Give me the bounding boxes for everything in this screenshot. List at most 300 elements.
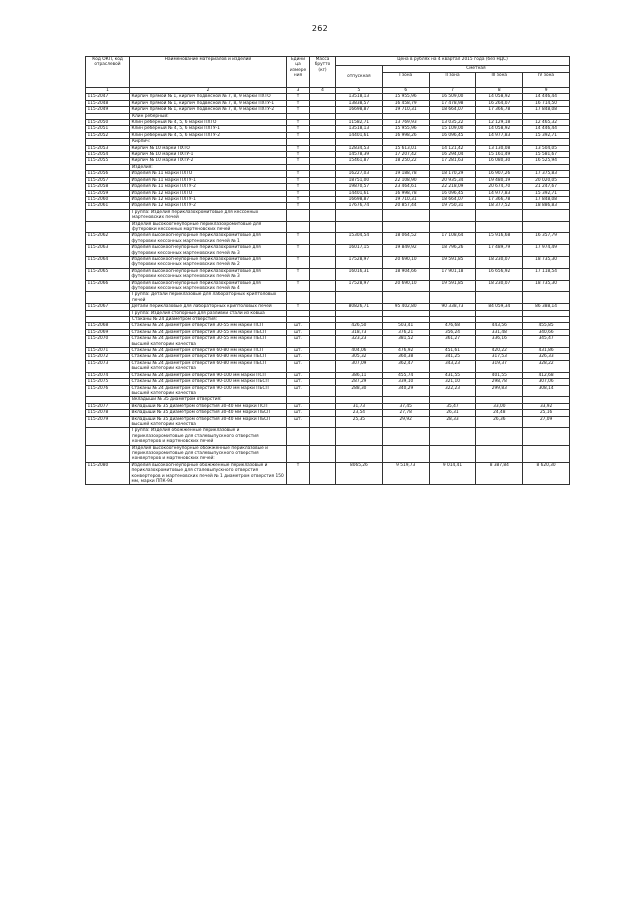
- code-cell-empty: [86, 209, 130, 221]
- item-unit: шт.: [287, 416, 310, 428]
- price-release: 16698,87: [336, 107, 383, 113]
- price-zone-2: 361,27: [429, 336, 476, 348]
- item-code: 115-2049: [86, 107, 130, 113]
- price-release: 16227,03: [336, 171, 383, 177]
- price-zone-3: 33,00: [476, 403, 523, 409]
- item-mass: [310, 280, 336, 292]
- item-unit: т: [287, 184, 310, 190]
- item-unit: шт.: [287, 336, 310, 348]
- price-zone-2: 18 664,07: [429, 107, 476, 113]
- item-name: Стаканы № 24 диаметром отверстия 90-100 мм марки ПСП: [130, 372, 287, 378]
- item-unit: т: [287, 120, 310, 126]
- price-zone-4: 18 735,30: [523, 280, 570, 292]
- price-zone-3: 331,48: [476, 329, 523, 335]
- header-zone-2: II зона: [429, 73, 476, 88]
- price-zone-1: 376,21: [382, 329, 429, 335]
- item-code: 115-2055: [86, 158, 130, 164]
- col-number: 9: [523, 88, 570, 94]
- price-zone-2: 13 035,22: [429, 120, 476, 126]
- price-zone-1: 9 519,73: [382, 462, 429, 485]
- item-code: 115-2061: [86, 203, 130, 209]
- price-release: 288,30: [336, 385, 383, 397]
- empty-cell: [429, 445, 476, 462]
- price-zone-4: 17 118,54: [523, 268, 570, 280]
- price-release: 18751,00: [336, 177, 383, 183]
- price-zone-3: 16 264,07: [476, 100, 523, 106]
- price-zone-1: 37,45: [382, 403, 429, 409]
- item-code: 115-2076: [86, 385, 130, 397]
- item-code: 115-2062: [86, 233, 130, 245]
- item-mass: [310, 360, 336, 372]
- price-zone-4: 431,86: [523, 348, 570, 354]
- price-zone-3: 18 230,07: [476, 280, 523, 292]
- price-zone-4: 20 020,05: [523, 177, 570, 183]
- price-zone-4: 8 620,30: [523, 462, 570, 485]
- item-name: Стаканы № 24 диаметром отверстия 90-100 мм марки ПБСП: [130, 379, 287, 385]
- price-zone-2: 431,55: [429, 372, 476, 378]
- price-zone-2: 26,31: [429, 410, 476, 416]
- item-name: Кирпич прямой № 1, кирпич подвесной № 7, 8, 9 марки ПХТУ-1: [130, 100, 287, 106]
- price-release: 16016,31: [336, 268, 383, 280]
- col-number: 7: [429, 88, 476, 94]
- empty-cell: [523, 221, 570, 233]
- price-zone-2: 18 664,07: [429, 196, 476, 202]
- item-name: Изделия высокоогнеупорные обожженные периклазовые и периклазохромитовые для сталевыпускного отверстия конвертеров и мартеновских печей № 1 диаметром отверстия 150 мм, марки ППК-94: [130, 462, 287, 485]
- item-name: Клин реберный № 4, 5, 6 марки ПХТУ-1: [130, 126, 287, 132]
- item-name: Изделия № 11 марки ПХТО: [130, 171, 287, 177]
- empty-cell: [382, 221, 429, 233]
- price-zone-1: 15 955,96: [382, 126, 429, 132]
- header-unit: Едини ца измере ния: [287, 57, 310, 88]
- price-table: [85, 56, 570, 485]
- price-release: 15304,54: [336, 233, 383, 245]
- item-unit: т: [287, 280, 310, 292]
- col-number: 1: [86, 88, 130, 94]
- item-name: Изделия № 12 марки ПХТУ-1: [130, 196, 287, 202]
- price-zone-4: 15 392,71: [523, 132, 570, 138]
- price-zone-1: 381,52: [382, 336, 429, 348]
- item-name: Стаканы № 24 диаметром отверстия 60-80 мм марки ПБСП высшей категории качества: [130, 360, 287, 372]
- group-name: Группа: Изделия периклазохромитовые для кессонных мартеновских печей: [130, 209, 287, 221]
- item-code: 115-2057: [86, 177, 130, 183]
- item-name: Изделия высокоогнеупорные периклазохромитовые для футеровки кессонных мартеновских печей № 1: [130, 233, 287, 245]
- item-code: 115-2053: [86, 145, 130, 151]
- price-zone-1: 16 458,79: [382, 100, 429, 106]
- item-unit: т: [287, 245, 310, 257]
- header-mass: Масса брутто (кг): [310, 57, 336, 88]
- price-release: 305,32: [336, 354, 383, 360]
- price-zone-1: 455,74: [382, 372, 429, 378]
- price-release: 426,50: [336, 323, 383, 329]
- item-name: Кирпич № 10 марки ПХТУ-2: [130, 158, 287, 164]
- price-zone-4: 21 247,67: [523, 184, 570, 190]
- price-zone-2: 17 281,63: [429, 158, 476, 164]
- item-mass: [310, 416, 336, 428]
- price-zone-3: 8 387,84: [476, 462, 523, 485]
- item-unit: т: [287, 132, 310, 138]
- price-zone-4: 86 388,14: [523, 304, 570, 310]
- item-unit: шт.: [287, 354, 310, 360]
- price-zone-2: 17 478,98: [429, 100, 476, 106]
- empty-cell: [336, 221, 383, 233]
- item-code: 115-2064: [86, 256, 130, 268]
- item-name: Вкладыши № 35 диаметром отверстия 30-40 мм марки ПБСП: [130, 410, 287, 416]
- price-release: 13838,57: [336, 100, 383, 106]
- price-zone-4: 14 446,44: [523, 94, 570, 100]
- price-release: 11582,71: [336, 120, 383, 126]
- price-zone-4: 17 974,49: [523, 245, 570, 257]
- group-name: Вкладыши № 35 диаметром отверстия:: [130, 397, 287, 403]
- table-row: [86, 462, 570, 485]
- price-zone-1: 22 108,90: [382, 177, 429, 183]
- item-unit: шт.: [287, 379, 310, 385]
- item-name: Вкладыши № 35 диаметром отверстия 30-40 мм марки ПБСП высшей категории качества: [130, 416, 287, 428]
- item-name: Стаканы № 24 диаметром отверстия 30-55 мм марки ПСП: [130, 323, 287, 329]
- table-row: [86, 416, 570, 428]
- group-row: [86, 292, 570, 304]
- code-cell-empty: [86, 292, 130, 304]
- price-release: 8065,26: [336, 462, 383, 485]
- item-mass: [310, 462, 336, 485]
- price-zone-2: 16 294,04: [429, 152, 476, 158]
- item-code: 115-2065: [86, 268, 130, 280]
- item-code: 115-2051: [86, 126, 130, 132]
- item-mass: [310, 336, 336, 348]
- price-zone-3: 16 907,26: [476, 171, 523, 177]
- item-unit: шт.: [287, 360, 310, 372]
- item-code: 115-2066: [86, 280, 130, 292]
- price-zone-4: 16 714,50: [523, 100, 570, 106]
- price-zone-1: 19 710,31: [382, 196, 429, 202]
- price-zone-3: 15 916,68: [476, 233, 523, 245]
- price-zone-1: 27,78: [382, 410, 429, 416]
- price-release: 287,29: [336, 379, 383, 385]
- price-zone-2: 15 109,00: [429, 126, 476, 132]
- item-name: Изделия № 12 марки ПХТУ-2: [130, 203, 287, 209]
- price-zone-4: 18 886,83: [523, 203, 570, 209]
- price-zone-1: 503,41: [382, 323, 429, 329]
- header-estimate: Сметная: [382, 66, 569, 73]
- item-name: Стаканы № 24 диаметром отверстия 30-55 мм марки ПБСП высшей категории качества: [130, 336, 287, 348]
- code-cell-empty: [86, 445, 130, 462]
- header-zone-3: III зона: [476, 73, 523, 88]
- price-release: 31,73: [336, 403, 383, 409]
- col-number: 8: [476, 88, 523, 94]
- item-unit: т: [287, 158, 310, 164]
- item-mass: [310, 268, 336, 280]
- price-zone-2: 20 935,34: [429, 177, 476, 183]
- price-zone-1: 18 064,52: [382, 233, 429, 245]
- price-release: 323,23: [336, 336, 383, 348]
- price-zone-1: 362,47: [382, 360, 429, 372]
- empty-cell: [310, 445, 336, 462]
- price-zone-3: 14 977,83: [476, 132, 523, 138]
- col-number: 5: [336, 88, 383, 94]
- price-zone-4: 17 848,08: [523, 196, 570, 202]
- price-zone-4: 18 735,30: [523, 256, 570, 268]
- price-zone-2: 17 108,64: [429, 233, 476, 245]
- table-row: [86, 360, 570, 372]
- price-release: 13518,13: [336, 126, 383, 132]
- item-unit: т: [287, 268, 310, 280]
- group-name: Изделия:: [130, 164, 287, 170]
- price-zone-1: 95 402,80: [382, 304, 429, 310]
- item-code: 115-2069: [86, 329, 130, 335]
- price-zone-2: 343,23: [429, 360, 476, 372]
- table-row: [86, 256, 570, 268]
- empty-cell: [429, 292, 476, 304]
- empty-cell: [336, 292, 383, 304]
- empty-cell: [382, 209, 429, 221]
- item-code: 115-2075: [86, 379, 130, 385]
- table-row: [86, 233, 570, 245]
- header-release: отпускная: [336, 66, 383, 88]
- item-name: Стаканы № 24 диаметром отверстия 60-80 мм марки ПБСП: [130, 354, 287, 360]
- price-zone-1: 29,92: [382, 416, 429, 428]
- empty-cell: [382, 445, 429, 462]
- item-unit: шт.: [287, 410, 310, 416]
- empty-cell: [382, 428, 429, 445]
- price-zone-4: 16 525,94: [523, 158, 570, 164]
- empty-cell: [382, 292, 429, 304]
- empty-cell: [336, 209, 383, 221]
- item-code: 115-2048: [86, 100, 130, 106]
- item-name: Стаканы № 24 диаметром отверстия 30-55 мм марки ПБСП: [130, 329, 287, 335]
- item-unit: т: [287, 190, 310, 196]
- item-unit: шт.: [287, 403, 310, 409]
- item-name: Стаканы № 24 диаметром отверстия 90-100 мм марки ПБСП высшей категории качества: [130, 385, 287, 397]
- price-zone-4: 33,92: [523, 403, 570, 409]
- group-name: Группа: Детали периклазовые для лабораторных криптоловых печей: [130, 292, 287, 304]
- price-zone-2: 14 121,42: [429, 145, 476, 151]
- price-zone-1: 19 188,78: [382, 171, 429, 177]
- price-zone-2: 16 509,00: [429, 94, 476, 100]
- price-zone-3: 16 080,30: [476, 158, 523, 164]
- col-number: 2: [130, 88, 287, 94]
- price-zone-4: 14 446,44: [523, 126, 570, 132]
- item-code: 115-2077: [86, 403, 130, 409]
- price-table-container: [85, 56, 569, 485]
- price-zone-3: 84 059,34: [476, 304, 523, 310]
- item-name: Кирпич № 10 марки ПХТО: [130, 145, 287, 151]
- empty-cell: [287, 445, 310, 462]
- item-unit: т: [287, 462, 310, 485]
- header-code: Код ОКП, код отраслевой: [86, 57, 130, 88]
- item-name: Детали периклазовые для лабораторных криптоловых печей: [130, 304, 287, 310]
- item-unit: т: [287, 100, 310, 106]
- price-zone-2: 9 014,41: [429, 462, 476, 485]
- price-zone-4: 307,06: [523, 379, 570, 385]
- empty-cell: [310, 221, 336, 233]
- price-zone-3: 16 656,92: [476, 268, 523, 280]
- price-release: 19870,57: [336, 184, 383, 190]
- group-name: Клин реберный:: [130, 113, 287, 119]
- price-zone-4: 12 465,32: [523, 120, 570, 126]
- item-code: 115-2063: [86, 245, 130, 257]
- item-code: 115-2071: [86, 348, 130, 354]
- price-zone-4: 25,16: [523, 410, 570, 416]
- empty-cell: [476, 292, 523, 304]
- price-zone-3: 319,37: [476, 360, 523, 372]
- group-row: [86, 221, 570, 233]
- item-name: Клин реберный № 4, 5, 6 марки ПХТУ-2: [130, 132, 287, 138]
- price-zone-3: 20 674,70: [476, 184, 523, 190]
- item-unit: шт.: [287, 329, 310, 335]
- price-zone-3: 17 366,78: [476, 196, 523, 202]
- header-zone-4: IV зона: [523, 73, 570, 88]
- price-zone-3: 317,53: [476, 354, 523, 360]
- price-release: 80826,71: [336, 304, 383, 310]
- price-zone-4: 455,85: [523, 323, 570, 329]
- item-unit: т: [287, 304, 310, 310]
- price-zone-4: 17 375,83: [523, 171, 570, 177]
- item-name: Вкладыши № 35 диаметром отверстия 30-40 мм марки ПСП: [130, 403, 287, 409]
- item-code: 115-2080: [86, 462, 130, 485]
- group-name: Кирпич:: [130, 139, 287, 145]
- price-zone-3: 14 058,92: [476, 94, 523, 100]
- empty-cell: [523, 209, 570, 221]
- item-name: Изделия № 12 марки ПХТО: [130, 190, 287, 196]
- item-code: 115-2056: [86, 171, 130, 177]
- item-code: 115-2058: [86, 184, 130, 190]
- item-code: 115-2059: [86, 190, 130, 196]
- item-code: 115-2078: [86, 410, 130, 416]
- price-zone-3: 17 489,79: [476, 245, 523, 257]
- price-zone-1: 20 690,10: [382, 280, 429, 292]
- item-unit: шт.: [287, 385, 310, 397]
- item-unit: т: [287, 171, 310, 177]
- empty-cell: [336, 428, 383, 445]
- price-zone-2: 35,47: [429, 403, 476, 409]
- price-zone-3: 18 230,07: [476, 256, 523, 268]
- price-zone-2: 22 218,09: [429, 184, 476, 190]
- price-zone-2: 16 096,45: [429, 190, 476, 196]
- item-name: Клин реберный № 4, 5, 6 марки ПХТО: [130, 120, 287, 126]
- empty-cell: [310, 209, 336, 221]
- item-code: 115-2050: [86, 120, 130, 126]
- price-zone-4: 328,22: [523, 360, 570, 372]
- price-zone-1: 16 998,26: [382, 132, 429, 138]
- price-zone-2: 18 170,29: [429, 171, 476, 177]
- price-zone-4: 15 581,67: [523, 152, 570, 158]
- price-zone-4: 345,47: [523, 336, 570, 348]
- price-zone-1: 17 207,42: [382, 152, 429, 158]
- empty-cell: [310, 428, 336, 445]
- table-row: [86, 336, 570, 348]
- item-unit: т: [287, 107, 310, 113]
- table-header: [86, 57, 570, 94]
- price-zone-4: 13 504,05: [523, 145, 570, 151]
- item-name: Кирпич прямой № 1, кирпич подвесной № 7, 8, 9 марки ПХТУ-2: [130, 107, 287, 113]
- price-zone-3: 336,16: [476, 336, 523, 348]
- price-zone-4: 412,68: [523, 372, 570, 378]
- price-zone-3: 299,83: [476, 385, 523, 397]
- price-release: 307,09: [336, 360, 383, 372]
- price-zone-4: 16 357,79: [523, 233, 570, 245]
- item-mass: [310, 233, 336, 245]
- table-body: [86, 94, 570, 485]
- price-zone-1: 20 690,10: [382, 256, 429, 268]
- item-unit: т: [287, 126, 310, 132]
- price-zone-3: 298,78: [476, 379, 523, 385]
- header-name: Наименование материалов и изделий: [130, 57, 287, 88]
- price-zone-1: 19 849,92: [382, 245, 429, 257]
- item-name: Изделия высокоогнеупорные периклазохромитовые для футеровки кессонных мартеновских печей № 4: [130, 280, 287, 292]
- price-zone-2: 16 096,45: [429, 132, 476, 138]
- price-zone-2: 322,23: [429, 385, 476, 397]
- item-name: Изделия высокоогнеупорные периклазохромитовые для футеровки кессонных мартеновских печей № 3: [130, 268, 287, 280]
- price-release: 14401,61: [336, 190, 383, 196]
- price-zone-3: 12 129,18: [476, 120, 523, 126]
- price-release: 17528,97: [336, 280, 383, 292]
- price-release: 12834,53: [336, 145, 383, 151]
- price-zone-1: 360,38: [382, 354, 429, 360]
- group-name: Стаканы № 24 диаметром отверстия:: [130, 317, 287, 323]
- price-zone-3: 17 366,78: [476, 107, 523, 113]
- item-code: 115-2067: [86, 304, 130, 310]
- header-zone-1: I зона: [382, 73, 429, 88]
- price-release: 16698,87: [336, 196, 383, 202]
- price-release: 404,06: [336, 348, 383, 354]
- group-name: Группа: Изделия стопорные для разливки стали из ковша: [130, 310, 287, 316]
- price-release: 17676,74: [336, 203, 383, 209]
- price-release: 14401,61: [336, 132, 383, 138]
- empty-cell: [476, 445, 523, 462]
- item-unit: т: [287, 256, 310, 268]
- price-zone-2: 356,24: [429, 329, 476, 335]
- table-row: [86, 385, 570, 397]
- price-release: 15461,87: [336, 158, 383, 164]
- col-number: 3: [287, 88, 310, 94]
- item-code: 115-2054: [86, 152, 130, 158]
- table-row: [86, 280, 570, 292]
- item-code: 115-2073: [86, 360, 130, 372]
- item-name: Стаканы № 24 диаметром отверстия 60-80 мм марки ПСП: [130, 348, 287, 354]
- price-zone-1: 339,10: [382, 379, 429, 385]
- price-zone-1: 18 904,66: [382, 268, 429, 280]
- price-zone-2: 28,33: [429, 416, 476, 428]
- empty-cell: [287, 209, 310, 221]
- item-unit: т: [287, 233, 310, 245]
- empty-cell: [476, 428, 523, 445]
- header-price-title: Цена в рублях на 4 квартал 2015 года (без НДС): [336, 57, 570, 66]
- item-unit: шт.: [287, 372, 310, 378]
- item-unit: т: [287, 196, 310, 202]
- item-name: Кирпич прямой № 1, кирпич подвесной № 7, 8, 9 марки ПХТО: [130, 94, 287, 100]
- item-mass: [310, 385, 336, 397]
- price-zone-3: 13 130,08: [476, 145, 523, 151]
- item-mass: [310, 256, 336, 268]
- price-zone-1: 23 464,61: [382, 184, 429, 190]
- empty-cell: [310, 292, 336, 304]
- price-release: 16017,15: [336, 245, 383, 257]
- item-code: 115-2072: [86, 354, 130, 360]
- item-unit: т: [287, 94, 310, 100]
- price-zone-4: 340,66: [523, 329, 570, 335]
- price-release: 23,54: [336, 410, 383, 416]
- price-zone-2: 17 901,18: [429, 268, 476, 280]
- item-code: 115-2060: [86, 196, 130, 202]
- empty-cell: [287, 428, 310, 445]
- price-zone-4: 308,14: [523, 385, 570, 397]
- price-zone-3: 14 058,92: [476, 126, 523, 132]
- item-mass: [310, 245, 336, 257]
- price-zone-2: 321,10: [429, 379, 476, 385]
- price-zone-3: 14 977,83: [476, 190, 523, 196]
- empty-cell: [287, 292, 310, 304]
- item-unit: т: [287, 203, 310, 209]
- price-zone-1: 340,29: [382, 385, 429, 397]
